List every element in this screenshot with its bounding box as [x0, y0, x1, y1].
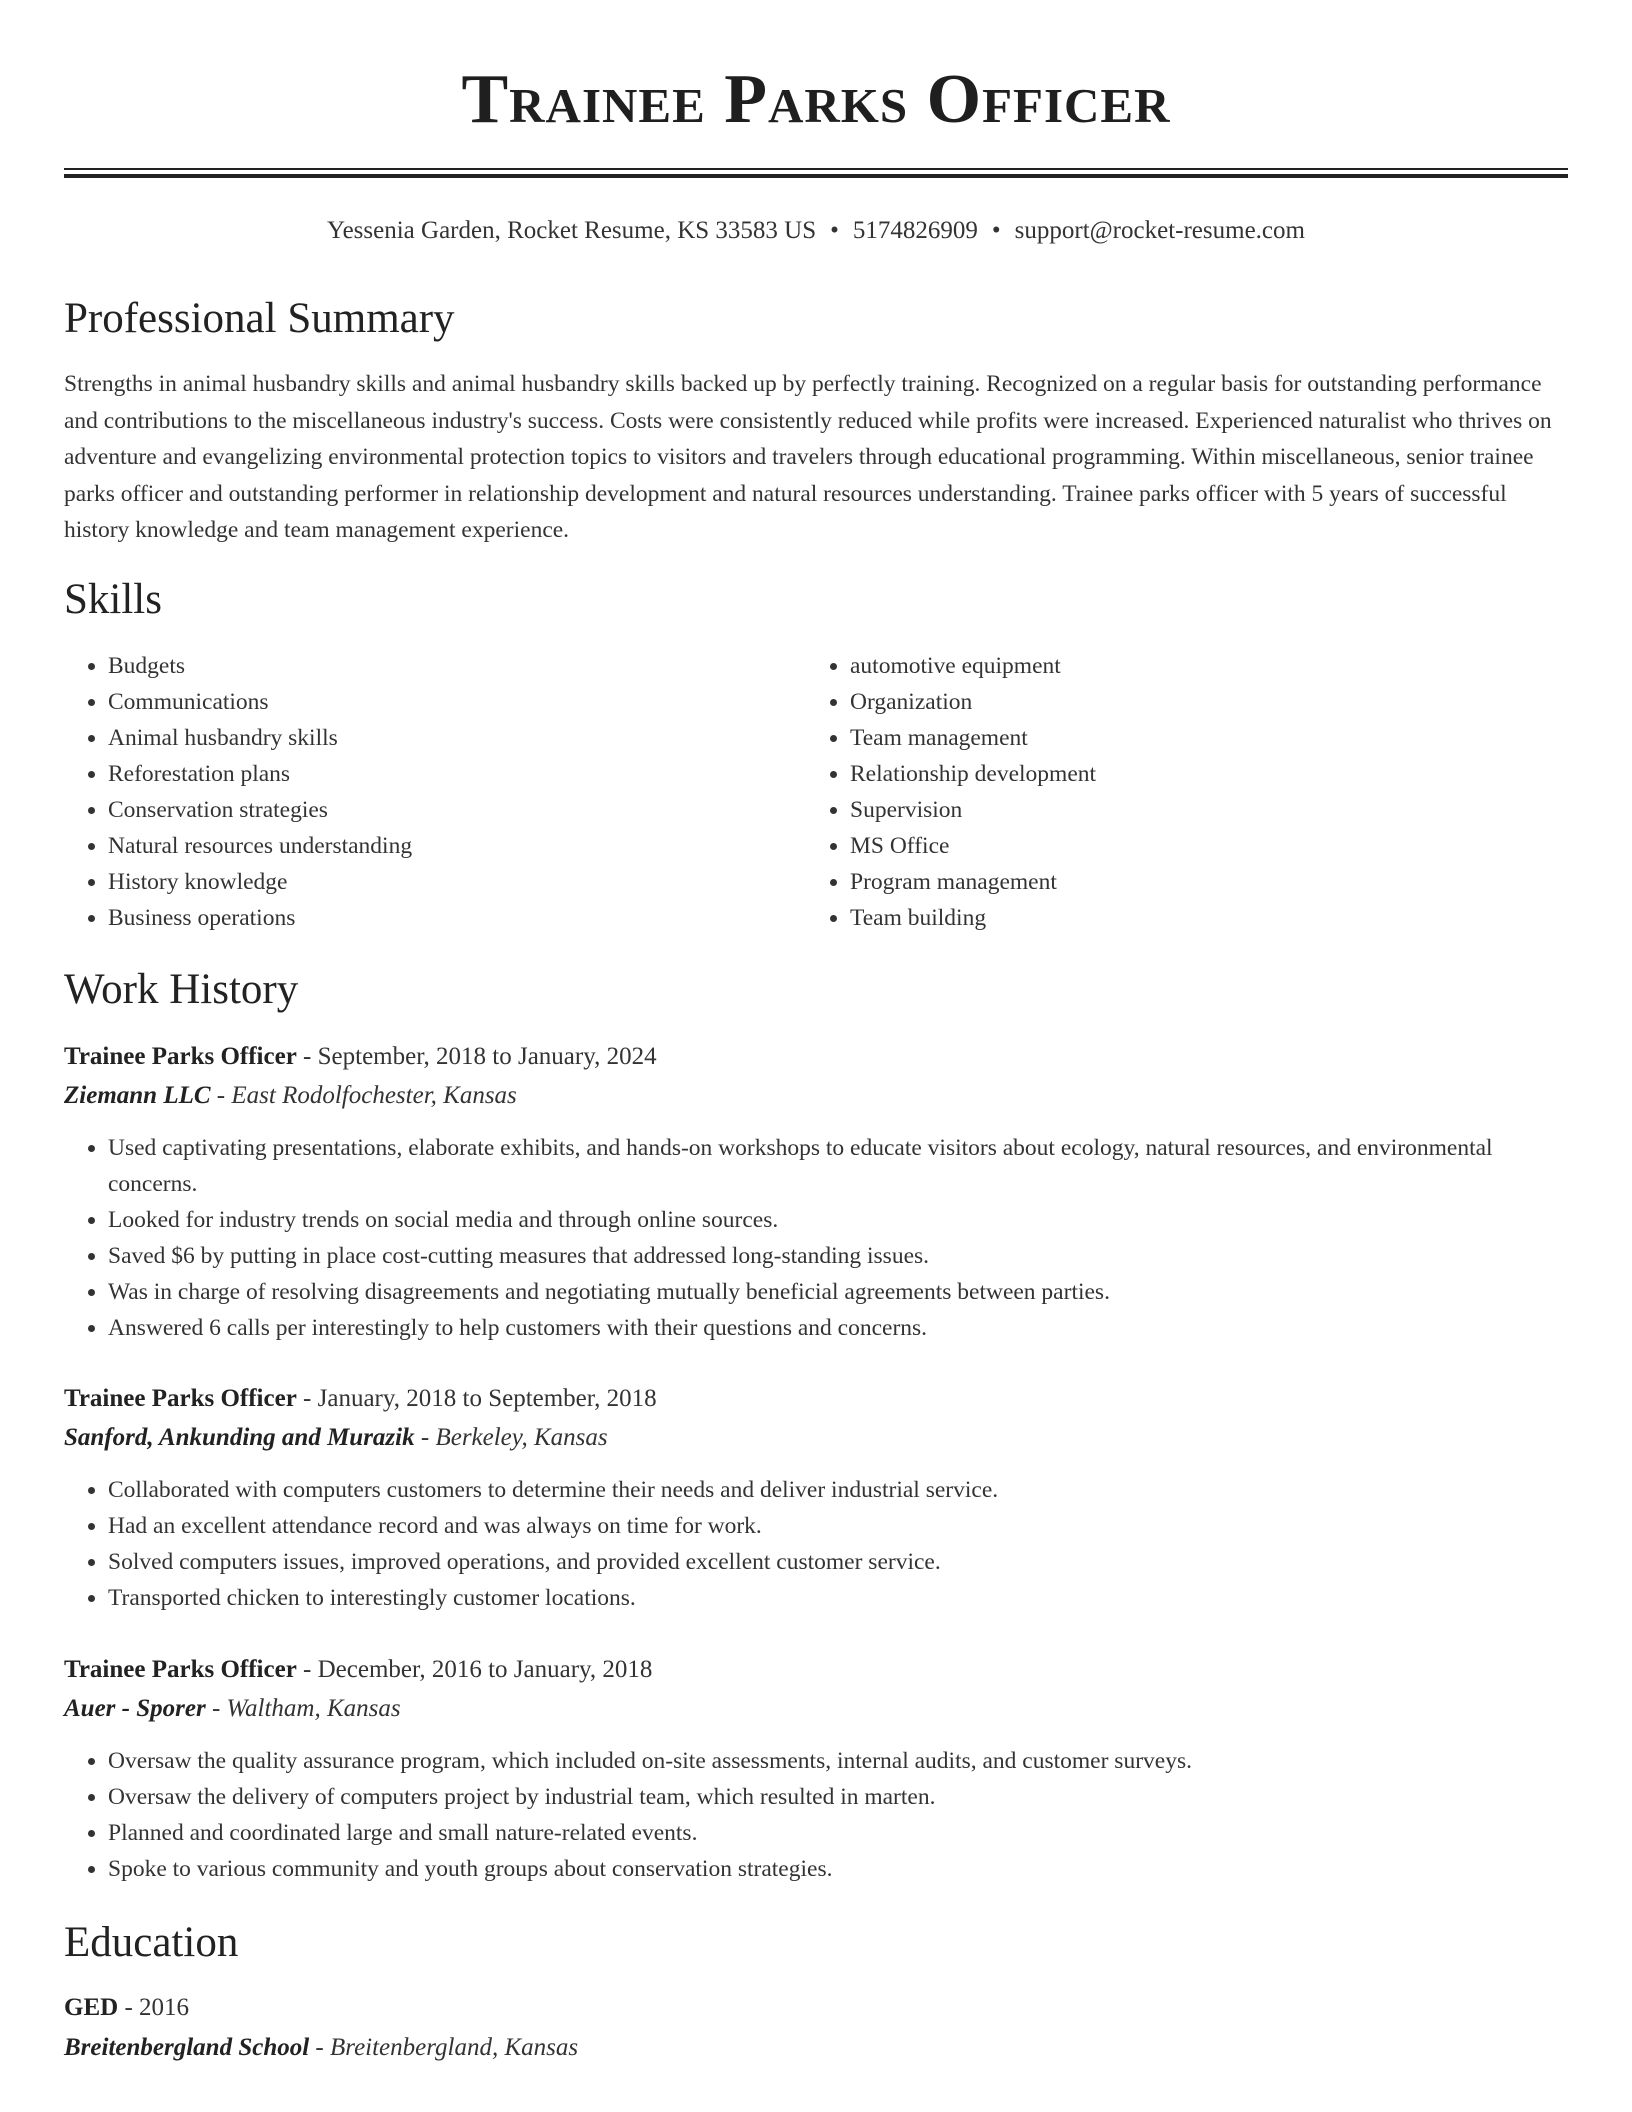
title-divider-thin: [64, 168, 1568, 170]
contact-phone: 5174826909: [852, 217, 978, 244]
skill-item: • MS Office: [850, 828, 1506, 864]
resume-title: Trainee Parks Officer: [461, 61, 1171, 138]
skill-item: • Supervision: [850, 792, 1506, 828]
job-title-line: [64, 1380, 1568, 1418]
work-history-heading: Work History: [64, 966, 299, 1013]
education-location: - Breitenbergland, Kansas: [309, 2034, 579, 2061]
skill-item: • Business operations: [108, 900, 764, 936]
skills-left-list: [64, 648, 764, 936]
job-bullet: • Had an excellent attendance record and was always on time for work.: [108, 1508, 1568, 1544]
contact-separator: •: [991, 217, 1001, 244]
job-bullet: • Collaborated with computers customers to determine their needs and deliver industrial service.: [108, 1472, 1568, 1508]
job-title-line: [64, 1038, 1568, 1076]
job-company: Sanford, Ankunding and Murazik: [64, 1424, 415, 1451]
job-company-line: [64, 1689, 1568, 1729]
job-bullets: [64, 1743, 1568, 1887]
job-entry: [64, 1038, 1568, 1346]
contact-separator: •: [830, 217, 839, 244]
title-divider-thick: [64, 174, 1568, 178]
education-school-line: [64, 2028, 1568, 2068]
summary-text: Strengths in animal husbandry skills and animal husbandry skills backed up by perfectly training. Recognized on a regular basis for outstanding performance and contributions to the miscellaneous industry's success. Costs were consistently reduced while profits were increased. Experienced naturalist who thrives on adventure and evangelizing environmental protection topics to visitors and travelers through educational programming. Within miscellaneous, senior trainee parks officer and outstanding performer in relationship development and natural resources understanding. Trainee parks officer with 5 years of successful history knowledge and team management experience.: [64, 371, 1552, 543]
skills-right-column: [806, 648, 1506, 936]
education-entry: [64, 1988, 1568, 2068]
skill-item: • Animal husbandry skills: [108, 720, 764, 756]
job-bullet: • Looked for industry trends on social media and through online sources.: [108, 1202, 1568, 1238]
job-company-line: [64, 1418, 1568, 1458]
summary-heading: Professional Summary: [64, 295, 455, 342]
job-bullets: [64, 1130, 1568, 1346]
job-bullets: [64, 1472, 1568, 1616]
job-bullet: • Saved $6 by putting in place cost-cutting measures that addressed long-standing issues.: [108, 1238, 1568, 1274]
job-company: Ziemann LLC: [64, 1082, 211, 1109]
job-title: Trainee Parks Officer: [64, 1385, 297, 1412]
job-title: Trainee Parks Officer: [64, 1656, 297, 1683]
skills-heading: Skills: [64, 576, 162, 623]
contact-address: Yessenia Garden, Rocket Resume, KS 33583 US: [327, 217, 817, 244]
job-bullet: • Was in charge of resolving disagreements and negotiating mutually beneficial agreements between parties.: [108, 1274, 1568, 1310]
job-bullet: • Oversaw the delivery of computers project by industrial team, which resulted in marten.: [108, 1779, 1568, 1815]
resume-page: [64, 0, 1568, 2061]
education-degree: GED: [64, 1994, 119, 2021]
skill-item: • Team management: [850, 720, 1506, 756]
skills-left-column: [64, 648, 764, 936]
job-title-line: [64, 1651, 1568, 1689]
skill-item: • Conservation strategies: [108, 792, 764, 828]
skill-item: • History knowledge: [108, 864, 764, 900]
job-dates: - September, 2018 to January, 2024: [296, 1043, 657, 1070]
skill-item: • Natural resources understanding: [108, 828, 764, 864]
skill-item: • Team building: [850, 900, 1506, 936]
job-dates: - December, 2016 to January, 2018: [296, 1656, 653, 1683]
job-bullet: • Used captivating presentations, elaborate exhibits, and hands-on workshops to educate visitors about ecology, natural resources, and environmental concerns.: [108, 1130, 1568, 1202]
job-company: Auer - Sporer: [64, 1695, 206, 1722]
education-heading: Education: [64, 1919, 239, 1966]
contact-email: support@rocket-resume.com: [1014, 217, 1305, 244]
job-bullet: • Spoke to various community and youth groups about conservation strategies.: [108, 1851, 1568, 1887]
education-year: - 2016: [118, 1994, 190, 2021]
skill-item: • Budgets: [108, 648, 764, 684]
job-location: - East Rodolfochester, Kansas: [210, 1082, 517, 1109]
skill-item: • Program management: [850, 864, 1506, 900]
skill-item: • Organization: [850, 684, 1506, 720]
job-bullet: • Transported chicken to interestingly customer locations.: [108, 1580, 1568, 1616]
job-entry: [64, 1651, 1568, 1887]
job-bullet: • Answered 6 calls per interestingly to help customers with their questions and concerns.: [108, 1310, 1568, 1346]
job-bullet: • Solved computers issues, improved operations, and provided excellent customer service.: [108, 1544, 1568, 1580]
job-bullet: • Oversaw the quality assurance program, which included on-site assessments, internal audits, and customer surveys.: [108, 1743, 1568, 1779]
job-entry: [64, 1380, 1568, 1616]
contact-line: [64, 214, 1568, 248]
skill-item: • Communications: [108, 684, 764, 720]
job-company-line: [64, 1076, 1568, 1116]
skill-item: • automotive equipment: [850, 648, 1506, 684]
job-location: - Waltham, Kansas: [205, 1695, 401, 1722]
job-bullet: • Planned and coordinated large and small nature-related events.: [108, 1815, 1568, 1851]
job-dates: - January, 2018 to September, 2018: [296, 1385, 657, 1412]
job-location: - Berkeley, Kansas: [414, 1424, 608, 1451]
skills-right-list: [806, 648, 1506, 936]
skill-item: • Relationship development: [850, 756, 1506, 792]
education-degree-line: [64, 1988, 1568, 2028]
education-school: Breitenbergland School: [64, 2034, 310, 2061]
skill-item: • Reforestation plans: [108, 756, 764, 792]
job-title: Trainee Parks Officer: [64, 1043, 297, 1070]
